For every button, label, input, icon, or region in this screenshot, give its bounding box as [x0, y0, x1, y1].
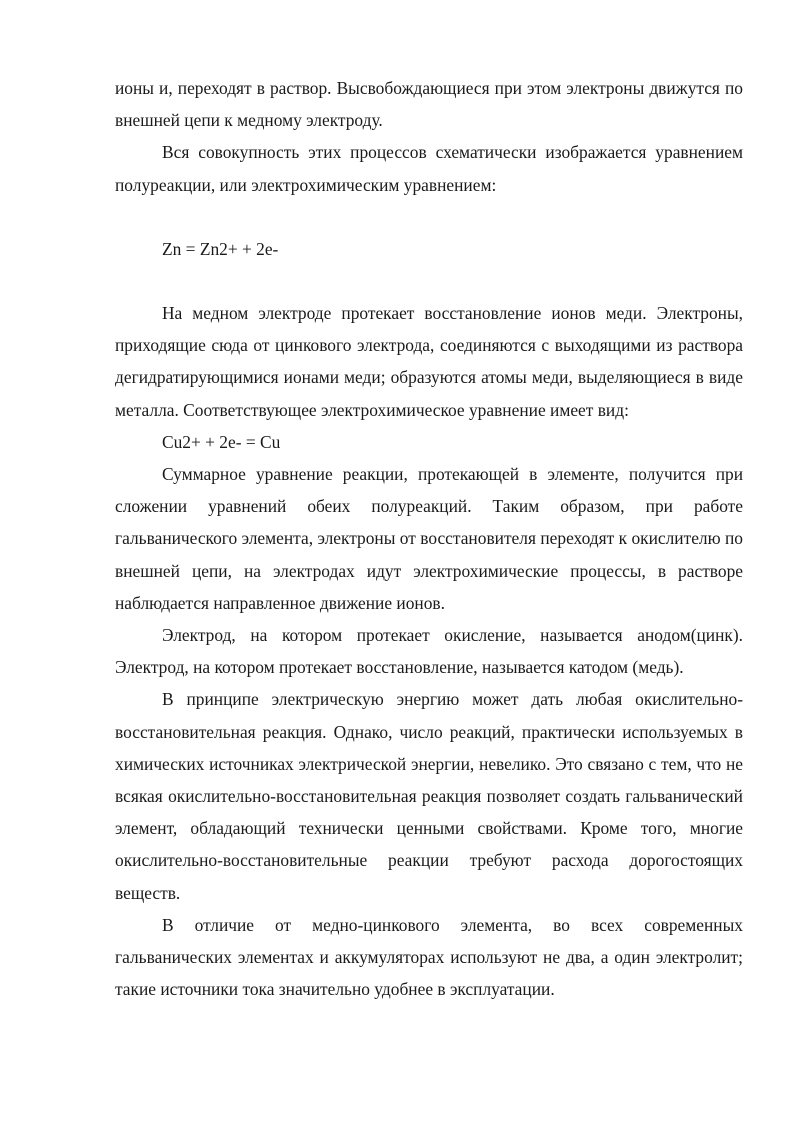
paragraph-continuation: ионы и, переходят в раствор. Высвобождающиеся при этом электроны движутся по внешней цепи к медному электроду.	[115, 78, 743, 131]
paragraph-summary-reaction: Суммарное уравнение реакции, протекающей в элементе, получится при сложении уравнений обеих полуреакций. Таким образом, при работе гальванического элемента, электроны от восстановителя переходят к окислителю по внешней цепи, на электродах идут электрохимические процессы, в растворе наблюдается направленное движение ионов.	[115, 464, 743, 613]
paragraph-anode-cathode: Электрод, на котором протекает окисление, называется анодом(цинк). Электрод, на котором протекает восстановление, называется катодом (медь).	[115, 625, 743, 678]
paragraph-electrolyte: В отличие от медно-цинкового элемента, во всех современных гальванических элементах и аккумуляторах используют не два, а один электролит; такие источники тока значительно удобнее в эксплуатации.	[115, 914, 743, 1000]
spacer	[115, 201, 743, 233]
equation-copper: Cu2+ + 2e- = Cu	[162, 431, 281, 452]
spacer	[115, 265, 743, 297]
equation-zinc: Zn = Zn2+ + 2e-	[162, 238, 279, 259]
paragraph-copper-electrode: На медном электроде протекает восстановление ионов меди. Электроны, приходящие сюда от цинкового электрода, соединяются с выходящими из раствора дегидратирующимися ионами меди; образуются атомы меди, выделяющиеся в виде металла. Соответствующее электрохимическое уравнение имеет вид:	[115, 303, 743, 420]
paragraph-half-reaction-intro: Вся совокупность этих процессов схематически изображается уравнением полуреакции, или электрохимическим уравнением:	[115, 142, 743, 195]
document-page	[115, 72, 743, 1005]
paragraph-redox-energy: В принципе электрическую энергию может дать любая окислительно-восстановительная реакция. Однако, число реакций, практически используемых в химических источниках электрической энергии, невелико. Это связано с тем, что не всякая окислительно-восстановительная реакция позволяет создать гальванический элемент, обладающий технически ценными свойствами. Кроме того, многие окислительно-восстановительные реакции требуют расхода дорогостоящих веществ.	[115, 689, 743, 903]
